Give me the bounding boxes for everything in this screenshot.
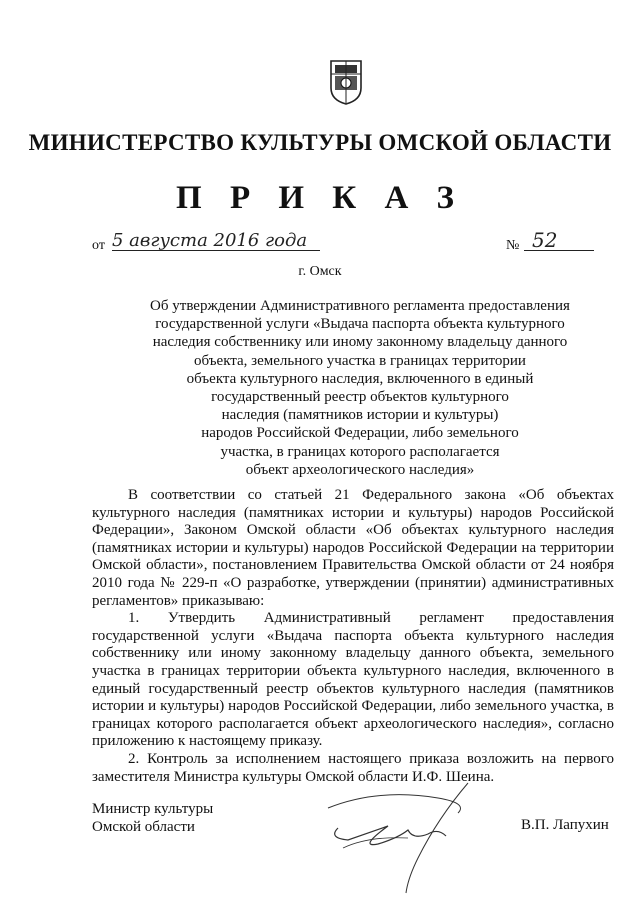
title-line: наследия (памятников истории и культуры): [221, 407, 499, 424]
number-prefix: №: [506, 238, 520, 253]
title-line: государственной услуги «Выдача паспорта объекта культурного: [155, 316, 565, 333]
signer-name: В.П. Лапухин: [521, 817, 609, 833]
title-line: объект археологического наследия»: [245, 461, 475, 478]
title-line: народов Российской Федерации, либо земельного: [201, 425, 519, 442]
paragraph-item-2: 2. Контроль за исполнением настоящего приказа возложить на первого заместителя Министра культуры Омской области И.Ф. Шеина.: [92, 750, 614, 785]
title-line: объекта культурного наследия, включенного в единый: [186, 370, 534, 387]
ministry-title: МИНИСТЕРСТВО КУЛЬТУРЫ ОМСКОЙ ОБЛАСТИ: [28, 130, 612, 155]
number-value: 52: [532, 228, 558, 252]
city: г. Омск: [298, 264, 342, 279]
emblem-icon: [328, 58, 364, 106]
title-line: участка, в границах которого располагается: [220, 443, 500, 460]
signer-position-line: Омской области: [92, 819, 195, 835]
order-title: [100, 297, 620, 479]
order-body: [92, 487, 614, 786]
signer-position: [92, 800, 213, 836]
signer-position-line: Министр культуры: [92, 801, 214, 817]
date-value: 5 августа 2016 года: [112, 230, 308, 251]
title-line: наследия собственнику или иному законному владельцу данного: [152, 334, 568, 351]
document-type: П Р И К А З: [176, 180, 464, 216]
date-prefix: от: [92, 238, 105, 253]
paragraph-item-1: 1. Утвердить Административный регламент предоставления государственной услуги «Выдача паспорта объекта культурного наследия собственнику или иному законному владельцу данного объекта, земельного участка в границах территории объекта культурного наследия, включенного в единый государственный реестр объектов культурного наследия (памятников истории и культуры) народов Российской Федерации, либо земельного участка, в границах которого располагается объект археологического наследия», согласно приложению к настоящему приказу.: [92, 610, 614, 750]
title-line: Об утверждении Административного регламента предоставления: [150, 298, 570, 314]
title-line: государственный реестр объектов культурного: [211, 389, 509, 406]
date-number-row: [92, 228, 612, 256]
paragraph-preamble: В соответствии со статьей 21 Федерального закона «Об объектах культурного наследия (памятниках истории и культуры) народов Российской Федерации», Законом Омской области «Об объектах культурного наследия (памятниках истории и культуры) народов Российской Федерации на территории Омской области», постановлением Правительства Омской области от 24 ноября 2010 года № 229-п «О разработке, утверждении (принятии) административных регламентов» приказываю:: [92, 487, 614, 609]
handwritten-signature: [318, 778, 488, 898]
title-line: объекта, земельного участка в границах территории: [194, 352, 526, 369]
